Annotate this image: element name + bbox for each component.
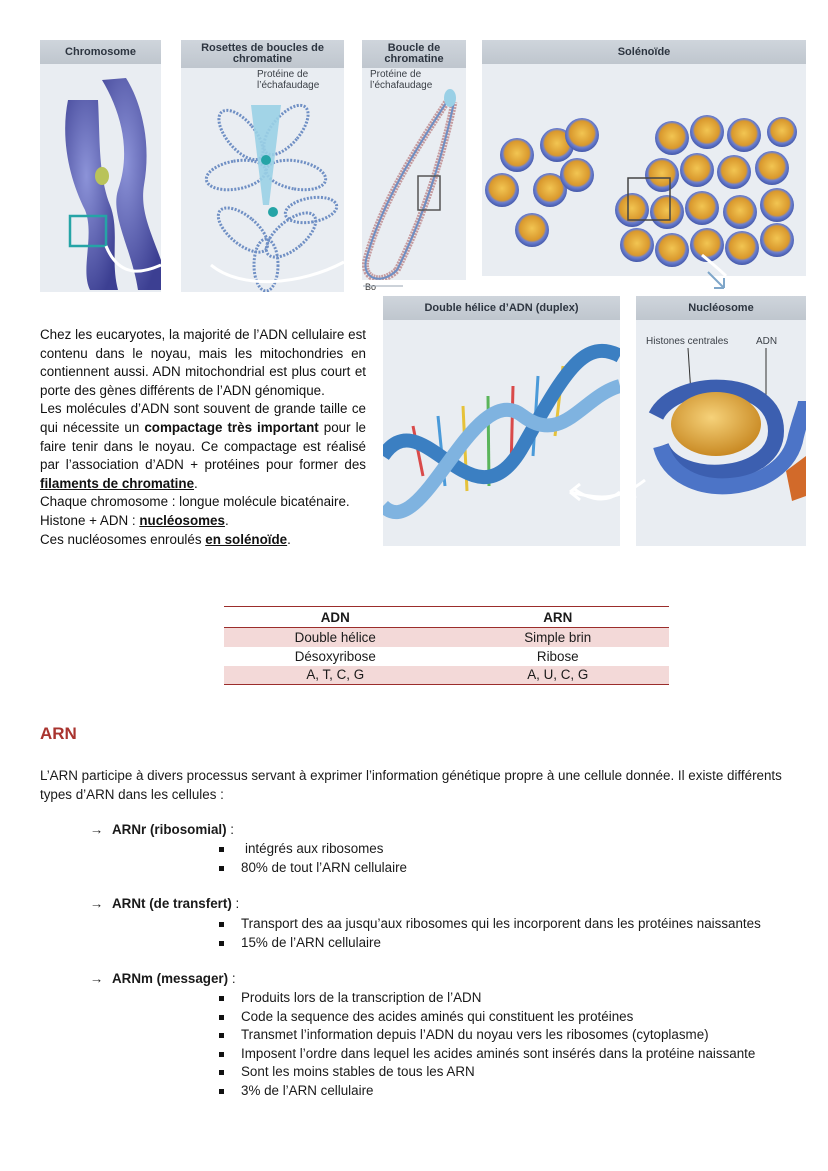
list-item: 15% de l’ARN cellulaire: [212, 934, 761, 953]
arrow-right-icon: →: [90, 822, 104, 837]
arrow-right-icon: →: [90, 896, 104, 911]
panel-nucleosome: [636, 296, 806, 546]
chromosome-illustration: [40, 40, 161, 292]
arn-type-name: ARNr (ribosomial): [112, 822, 227, 837]
intro-text: Les molécules d’ADN sont souvent de grande taille ce qui nécessite un: [40, 401, 366, 435]
intro-text: pour le faire tenir dans le noyau. Ce compactage est réalisé par l’association d’ADN + protéines pour former des: [40, 419, 366, 473]
list-item: Sont les moins stables de tous les ARN: [212, 1063, 755, 1082]
intro-bold-compaction: compactage très important: [144, 419, 319, 435]
intro-text: .: [224, 512, 229, 528]
list-item: 3% de l’ARN cellulaire: [212, 1082, 755, 1101]
list-item: 80% de tout l’ARN cellulaire: [212, 859, 407, 878]
table-cell: Simple brin: [447, 628, 670, 647]
intro-link-chromatin: filaments de chromatine: [40, 475, 195, 491]
list-item-text: intégrés aux ribosomes: [245, 841, 384, 856]
arn-type-suffix: :: [228, 971, 236, 986]
list-item: Imposent l’ordre dans lequel les acides aminés sont insérés dans la protéine naissante: [212, 1045, 755, 1064]
loop-cut-label: Bo: [365, 282, 377, 292]
arn-type-name: ARNm (messager): [112, 971, 229, 986]
panel-title-solenoid: Solénoïde: [482, 40, 806, 64]
panel-chromosome: [40, 40, 161, 292]
label-scaffold-protein-2: Protéine de l’échafaudage: [370, 69, 433, 91]
panel-title-rosettes: Rosettes de boucles de chromatine: [181, 40, 344, 68]
rosettes-illustration: [181, 40, 344, 292]
arrow-loop-to-duplex: [363, 276, 413, 296]
intro-text: .: [194, 475, 198, 491]
table-cell: Ribose: [536, 648, 579, 664]
section-title-arn: ARN: [40, 724, 77, 743]
table-row: [224, 647, 669, 666]
adn-arn-table: [224, 606, 669, 685]
arn-type-messenger: [90, 971, 236, 986]
list-item: Transmet l’information depuis l’ADN du noyau vers les ribosomes (cytoplasme): [212, 1026, 755, 1045]
list-item: Produits lors de la transcription de l’ADN: [212, 989, 755, 1008]
intro-line-5: [40, 531, 366, 550]
arn-type-transfer: [90, 896, 239, 911]
intro-line-1: Chez les eucaryotes, la majorité de l’ADN cellulaire est contenu dans le noyau, mais les mitochondries en contiennent aussi. ADN mitochondrial est plus court et porte des gènes différents de l’ADN génomique.: [40, 327, 366, 398]
intro-text: .: [287, 531, 291, 547]
panel-title-chromosome: Chromosome: [40, 40, 161, 64]
table-cell: A, T, C, G: [224, 666, 447, 685]
panel-title-loop: Boucle de chromatine: [362, 40, 466, 68]
list-item: Transport des aa jusqu’aux ribosomes qui les incorporent dans les protéines naissantes: [212, 915, 761, 934]
arn-type-ribosomal: [90, 822, 234, 837]
label-central-histones: Histones centrales: [646, 336, 729, 347]
intro-line-2: [40, 400, 366, 493]
intro-solenoid: en solénoïde: [205, 531, 288, 547]
arrow-nucleosome-to-duplex: [560, 470, 650, 510]
table-header-adn: ADN: [224, 607, 447, 628]
panel-title-nucleosome: Nucléosome: [636, 296, 806, 320]
table-cell: Double hélice: [224, 628, 447, 647]
loop-illustration: [362, 40, 466, 292]
list-item: Code la sequence des acides aminés qui constituent les protéines: [212, 1008, 755, 1027]
table-header-arn: ARN: [447, 607, 670, 628]
panel-rosettes: [181, 40, 344, 292]
arn-type-suffix: :: [226, 822, 235, 837]
label-scaffold-protein: Protéine de l’échafaudage: [257, 69, 320, 91]
arrow-solenoid-to-nucleosome: [700, 268, 740, 298]
solenoid-illustration: [482, 40, 806, 276]
intro-text: Histone + ADN :: [40, 512, 140, 528]
list-item: [212, 840, 407, 859]
table-cell: A, U, C, G: [447, 666, 670, 685]
intro-paragraph: [40, 326, 366, 549]
panel-loop: [362, 40, 466, 292]
label-dna: ADN: [756, 336, 778, 347]
intro-line-4: [40, 512, 366, 531]
table-cell: Désoxyribose: [294, 648, 376, 664]
nucleosome-illustration: [636, 296, 806, 546]
arrow-right-icon: →: [90, 971, 104, 986]
panel-solenoid: [482, 40, 806, 276]
intro-line-3: Chaque chromosome : longue molécule bicaténaire.: [40, 494, 350, 510]
intro-nucleosomes: nucléosomes: [139, 512, 225, 528]
table-header-row: [224, 607, 669, 628]
panel-title-duplex: Double hélice d’ADN (duplex): [383, 296, 620, 320]
intro-text: Ces nucléosomes enroulés: [40, 531, 206, 547]
table-row: [224, 666, 669, 685]
arn-type-suffix: :: [231, 896, 240, 911]
table-row: [224, 628, 669, 647]
arn-ribosomal-list: [212, 840, 407, 877]
arn-type-name: ARNt (de transfert): [112, 896, 232, 911]
arn-messenger-list: [212, 989, 755, 1100]
arn-intro: L’ARN participe à divers processus servant à exprimer l’information génétique propre à une cellule donnée. Il existe différents types d’ARN dans les cellules :: [40, 768, 782, 802]
arn-transfer-list: [212, 915, 761, 952]
